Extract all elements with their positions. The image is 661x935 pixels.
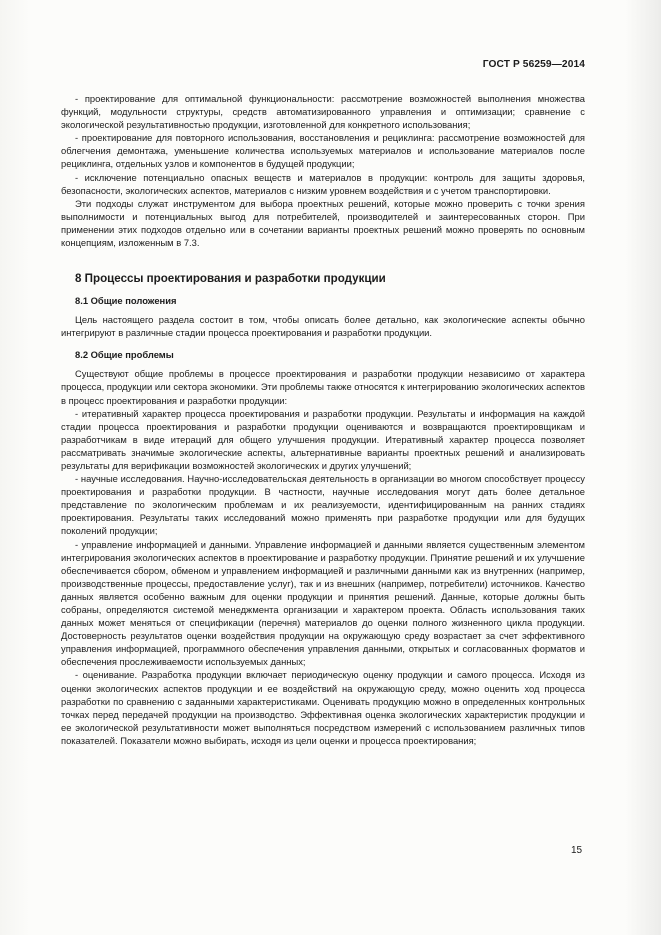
standard-number: ГОСТ Р 56259—2014 [482,59,585,70]
paragraph: Эти подходы служат инструментом для выбора проектных решений, которые можно проверить с точки зрения выполнимости и потенциальных выгод для потребителей, производителей и заинтересованных сторон. При применении этих подходов отдельно или в сочетании варианты проектных решений можно проверять по основным концепциям, изложенным в 7.3. [61,197,585,249]
paragraph: Цель настоящего раздела состоит в том, чтобы описать более детально, как экологические аспекты обычно интегрируют в различные стадии процесса проектирования и разработки продукции. [61,314,585,339]
section-8-heading: 8 Процессы проектирования и разработки продукции [75,272,386,286]
paragraph: - научные исследования. Научно-исследовательская деятельность в организации во многом способствует процессу проектирования и разработки продукции. В частности, научные исследования могут дать более детальное представление по экологическим проблемам и их реализуемости, идентифицированным на ранних стадиях проектирования. Результаты таких исследований можно применять при разработке продукции или для будущих поколений продукции; [61,473,585,537]
paragraph: Существуют общие проблемы в процессе проектирования и разработки продукции независимо от характера процесса, продукции или сектора экономики. Эти проблемы также относятся к интегрированию экологических аспектов в процесс проектирования и разработки продукции: [61,368,585,406]
section-8-2-heading: 8.2 Общие проблемы [75,349,174,361]
paragraph: - оценивание. Разработка продукции включает периодическую оценку продукции и самого процесса. Исходя из оценки экологических аспектов продукции и ее воздействий на окружающую среду, можно оценить ход процесса разработки по сравнению с заданными характеристиками. Оценивать продукцию можно в определенных контрольных точках перед передачей продукции на производство. Эффективная оценка экологических характеристик продукции и ее экологической результативности может выполняться посредством измерений с использованием различных типов показателей. Показатели можно выбирать, исходя из цели оценки и процесса проектирования; [61,669,585,746]
document-body [61,92,585,747]
paragraph: - исключение потенциально опасных веществ и материалов в продукции: контроль для защиты здоровья, безопасности, экологических аспектов, материалов с низким уровнем воздействия и с учетом транспортировки. [61,171,585,196]
paragraph: - проектирование для повторного использования, восстановления и рециклинга: рассмотрение возможностей для облегчения демонтажа, уменьшение количества используемых материалов и использование материалов после рециклинга, отдельных узлов и компонентов в будущей продукции; [61,132,585,170]
paragraph: - управление информацией и данными. Управление информацией и данными является существенным элементом интегрирования экологических аспектов в проектирование и разработку продукции. Принятие решений и их улучшение обеспечивается сбором, обменом и управлением информацией и различными данными как из внутренних (например, производственные процессы, предоставление услуг), так и из внешних (например, потребители) источников. Качество данных является особенно важным для оценки продукции и принятия решений. Данные, которые должны быть собраны, определяются системой менеджмента организации и характером проекта. Область использования таких данных может меняться от спецификации (перечня) материалов до оценки полного жизненного цикла продукции. Достоверность результатов оценки воздействия продукции на окружающую среду возрастает за счет эффективного управления информацией, программного обеспечения управления данными, открытых и согласованных форматов и обеспечения прослеживаемости используемых данных; [61,538,585,668]
paragraph: - проектирование для оптимальной функциональности: рассмотрение возможностей выполнения множества функций, модульности структуры, средств автоматизированного управления и оптимизации; сравнение с экологической результативностью продукции, изготовленной для конкретного использования; [61,93,585,131]
paragraph: - итеративный характер процесса проектирования и разработки продукции. Результаты и информация на каждой стадии процесса проектирования и разработки продукции оцениваются и возвращаются проектировщикам и разработчикам в виде итераций для общего улучшения продукции. Итеративный характер процесса позволяет рассматривать значимые экологические аспекты, альтернативные варианты проектных решений и анализировать результаты для верификации возможностей экологических и других улучшений; [61,407,585,471]
page-number: 15 [571,845,583,856]
section-8-1-heading: 8.1 Общие положения [75,295,177,307]
